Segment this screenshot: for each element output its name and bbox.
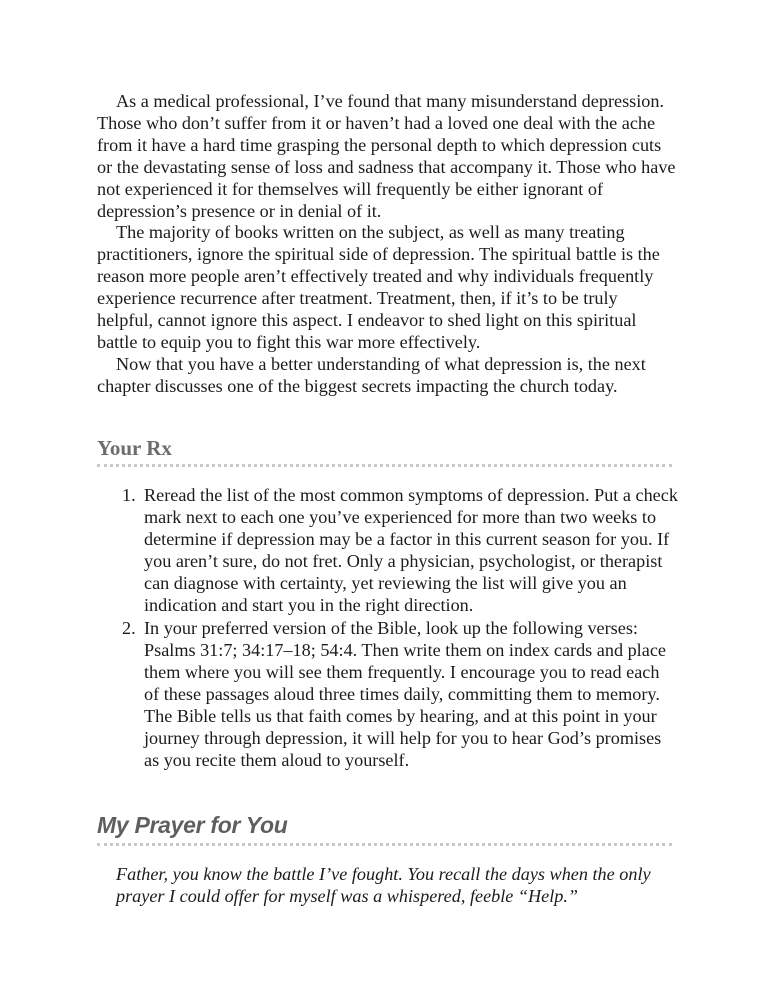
- dotted-divider: [97, 843, 672, 846]
- rx-list: [122, 485, 678, 774]
- list-item-text: Reread the list of the most common symptoms of depression. Put a check mark next to each one you’ve experienced for more than two weeks to determine if depression may be a factor in this current season for you. If you aren’t sure, do not fret. Only a physician, psychologist, or therapist can diagnose with certainty, yet reviewing the list will give you an indication and start you in the right direction.: [144, 485, 678, 615]
- list-item: [122, 485, 678, 616]
- dotted-divider: [97, 464, 672, 467]
- list-item: [122, 618, 678, 771]
- list-item-text: In your preferred version of the Bible, look up the following verses: Psalms 31:7; 34:17–18; 54:4. Then write them on index cards and place them where you will see them frequently. I encourage you to read each of these passages aloud three times daily, committing them to memory. The Bible tells us that faith comes by hearing, and at this point in your journey through depression, it will help for you to hear God’s promises as you recite them aloud to yourself.: [144, 618, 666, 770]
- section-heading-your-rx: Your Rx: [97, 436, 172, 460]
- list-item-number: 2.: [122, 618, 136, 639]
- paragraph-next-chapter: Now that you have a better understanding of what depression is, the next chapter discusses one of the biggest secrets impacting the church today.: [97, 353, 646, 396]
- body-text: [97, 91, 677, 398]
- prayer-text: Father, you know the battle I’ve fought. You recall the days when the only prayer I could offer for myself was a whispered, feeble “Help.”: [116, 864, 651, 906]
- paragraph-spiritual-battle: The majority of books written on the subject, as well as many treating practitioners, ignore the spiritual side of depression. The spiritual battle is the reason more people aren’t effectively treated and why individuals frequently experience recurrence after treatment. Treatment, then, if it’s to be truly helpful, cannot ignore this aspect. I endeavor to shed light on this spiritual battle to equip you to fight this war more effectively.: [97, 222, 660, 352]
- list-item-number: 1.: [122, 485, 136, 505]
- section-heading-my-prayer: My Prayer for You: [97, 812, 288, 838]
- paragraph-medical-professional: As a medical professional, I’ve found that many misunderstand depression. Those who don’t suffer from it or haven’t had a loved one deal with the ache from it have a hard time grasping the personal depth to which depression cuts or the devastating sense of loss and sadness that accompany it. Those who have not experienced it for themselves will frequently be either ignorant of depression’s presence or in denial of it.: [97, 91, 676, 221]
